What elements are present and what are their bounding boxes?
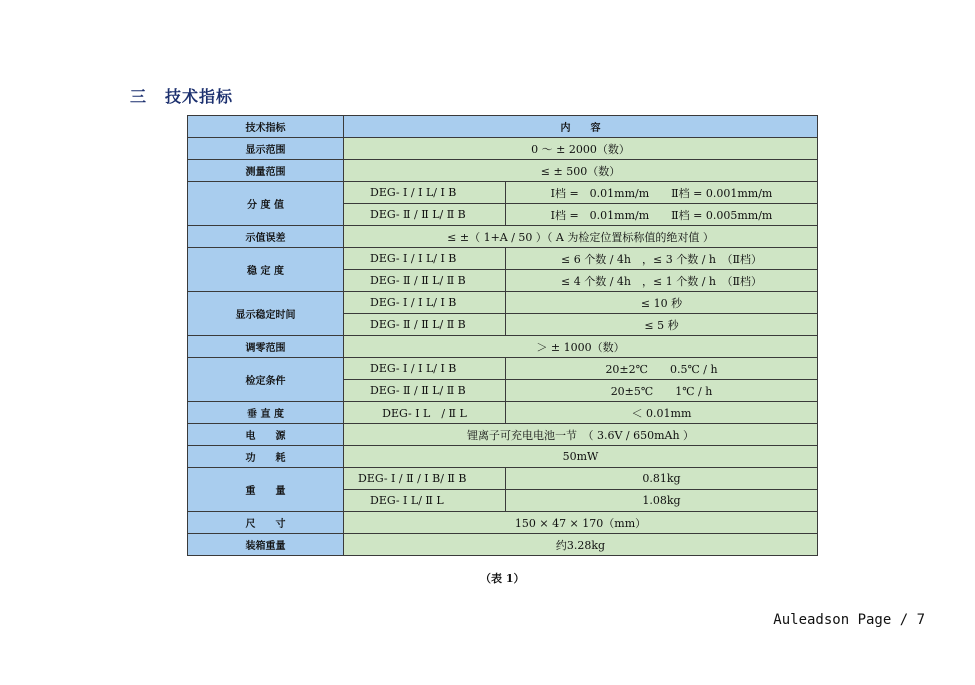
row-value: 50mW: [344, 446, 818, 468]
table-row: [188, 424, 818, 446]
row-value: 1.08kg: [506, 490, 818, 512]
row-label: 测量范围: [188, 160, 344, 182]
model-cell: DEG- Ⅰ / Ⅰ L/ Ⅰ B: [344, 292, 506, 314]
row-label: 稳 定 度: [188, 248, 344, 292]
row-label: 装箱重量: [188, 534, 344, 556]
model-cell: DEG- Ⅰ / Ⅰ L/ Ⅰ B: [344, 182, 506, 204]
model-cell: DEG- Ⅱ / Ⅱ L/ Ⅱ B: [344, 380, 506, 402]
table-row: [188, 226, 818, 248]
row-value: ＜ 0.01mm: [506, 402, 818, 424]
row-label: 重 量: [188, 468, 344, 512]
row-label: 调零范围: [188, 336, 344, 358]
row-value: ＞ ± 1000（数）: [344, 336, 818, 358]
model-cell: DEG- Ⅱ / Ⅱ L/ Ⅱ B: [344, 270, 506, 292]
header-content: 内 容: [344, 116, 818, 138]
row-value: ≤ 10 秒: [506, 292, 818, 314]
row-label: 显示稳定时间: [188, 292, 344, 336]
row-value: 锂离子可充电电池一节 （ 3.6V / 650mAh ）: [344, 424, 818, 446]
row-value: Ⅰ档 = 0.01mm/m Ⅱ档 = 0.005mm/m: [506, 204, 818, 226]
model-cell: DEG- Ⅰ / Ⅰ L/ Ⅰ B: [344, 248, 506, 270]
model-cell: DEG- Ⅰ L / Ⅱ L: [344, 402, 506, 424]
row-value: ≤ ±（ 1+A / 50 ）（ A 为检定位置标称值的绝对值 ）: [344, 226, 818, 248]
row-value: ≤ ± 500（数）: [344, 160, 818, 182]
table-row: [188, 182, 818, 204]
row-value: 20±2℃ 0.5℃ / h: [506, 358, 818, 380]
table-row: [188, 336, 818, 358]
table-row: [188, 534, 818, 556]
section-number: 三: [130, 87, 148, 106]
row-label: 功 耗: [188, 446, 344, 468]
row-value: ≤ 6 个数 / 4h ，≤ 3 个数 / h （Ⅱ档）: [506, 248, 818, 270]
table-row: [188, 446, 818, 468]
header-label: 技术指标: [188, 116, 344, 138]
row-value: Ⅰ档 = 0.01mm/m Ⅱ档 = 0.001mm/m: [506, 182, 818, 204]
row-value: ≤ 4 个数 / 4h ，≤ 1 个数 / h （Ⅱ档）: [506, 270, 818, 292]
section-title: 技术指标: [165, 87, 234, 106]
row-value: 约3.28kg: [344, 534, 818, 556]
model-cell: DEG- Ⅰ L/ Ⅱ L: [344, 490, 506, 512]
row-value: 150 × 47 × 170（mm）: [344, 512, 818, 534]
table-caption: （表 1）: [480, 572, 525, 585]
spec-table: [187, 115, 818, 556]
model-cell: DEG- Ⅰ / Ⅰ L/ Ⅰ B: [344, 358, 506, 380]
section-heading: [130, 84, 233, 107]
table-row: [188, 512, 818, 534]
row-label: 检定条件: [188, 358, 344, 402]
row-value: ≤ 5 秒: [506, 314, 818, 336]
model-cell: DEG- Ⅰ / Ⅱ / Ⅰ B/ Ⅱ B: [344, 468, 506, 490]
row-value: 0.81kg: [506, 468, 818, 490]
table-row: [188, 402, 818, 424]
row-value: 20±5℃ 1℃ / h: [506, 380, 818, 402]
model-cell: DEG- Ⅱ / Ⅱ L/ Ⅱ B: [344, 204, 506, 226]
page-footer: Auleadson Page / 7: [773, 612, 925, 628]
row-label: 示值误差: [188, 226, 344, 248]
model-cell: DEG- Ⅱ / Ⅱ L/ Ⅱ B: [344, 314, 506, 336]
row-label: 电 源: [188, 424, 344, 446]
table-header-row: [188, 116, 818, 138]
row-label: 垂 直 度: [188, 402, 344, 424]
row-label: 尺 寸: [188, 512, 344, 534]
table-row: [188, 468, 818, 490]
table-row: [188, 358, 818, 380]
table-row: [188, 160, 818, 182]
table-row: [188, 138, 818, 160]
table-row: [188, 248, 818, 270]
row-label: 分 度 值: [188, 182, 344, 226]
table-row: [188, 292, 818, 314]
row-value: 0 ～ ± 2000（数）: [344, 138, 818, 160]
row-label: 显示范围: [188, 138, 344, 160]
